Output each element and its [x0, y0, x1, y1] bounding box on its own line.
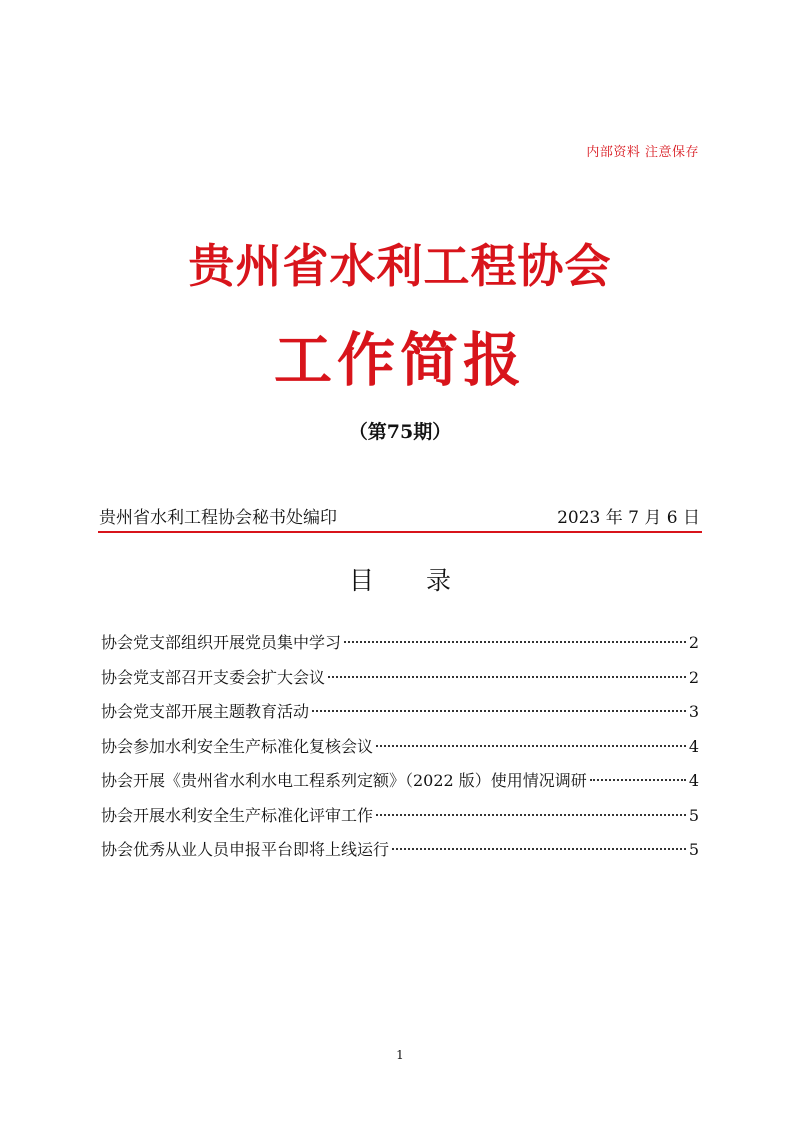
page-number: 1: [396, 1048, 404, 1062]
toc-entry-title: 协会党支部召开支委会扩大会议: [101, 667, 326, 687]
toc-entry-page: 5: [688, 840, 699, 859]
toc-entry-page: 5: [688, 805, 699, 825]
toc-leader-dots: [392, 848, 686, 850]
toc-title-char-1: 目: [348, 566, 374, 595]
toc-leader-dots: [376, 814, 686, 816]
toc-entry-page: 4: [688, 771, 699, 790]
toc-title: [0, 563, 800, 599]
brief-title: 工作简报: [273, 326, 526, 394]
toc-entry[interactable]: [101, 695, 699, 730]
toc-entry-title: 协会开展水利安全生产标准化评审工作: [101, 805, 374, 825]
toc-entry-page: 2: [688, 633, 699, 652]
toc-entry[interactable]: [101, 626, 699, 661]
org-title: 贵州省水利工程协会: [188, 239, 612, 293]
toc-entry-title: 协会参加水利安全生产标准化复核会议: [101, 736, 374, 756]
toc-entry[interactable]: [101, 730, 699, 765]
toc-leader-dots: [344, 641, 686, 643]
toc-entry[interactable]: [101, 799, 699, 834]
toc-list: [101, 626, 699, 868]
toc-entry-title: 协会开展《贵州省水利水电工程系列定额》（2022 版）使用情况调研: [101, 771, 587, 790]
toc-entry[interactable]: [101, 661, 699, 696]
red-divider-rule: [98, 531, 702, 533]
toc-title-char-2: 录: [426, 566, 452, 595]
toc-entry[interactable]: [101, 833, 699, 868]
toc-entry-page: 2: [688, 667, 699, 687]
toc-leader-dots: [312, 710, 686, 712]
toc-entry[interactable]: [101, 764, 699, 799]
toc-entry-title: 协会党支部组织开展党员集中学习: [101, 633, 342, 652]
internal-notice: 内部资料 注意保存: [586, 145, 699, 160]
toc-entry-page: 3: [688, 702, 699, 721]
toc-entry-title: 协会优秀从业人员申报平台即将上线运行: [101, 840, 390, 859]
toc-leader-dots: [328, 676, 686, 678]
toc-entry-title: 协会党支部开展主题教育活动: [101, 702, 310, 721]
issue-number: （第75期）: [348, 421, 452, 443]
publisher-row: [99, 505, 700, 531]
toc-leader-dots: [590, 779, 686, 781]
toc-entry-page: 4: [688, 736, 699, 756]
toc-leader-dots: [376, 745, 686, 747]
publish-date: 2023 年 7 月 6 日: [557, 508, 700, 528]
publisher-name: 贵州省水利工程协会秘书处编印: [99, 508, 337, 528]
